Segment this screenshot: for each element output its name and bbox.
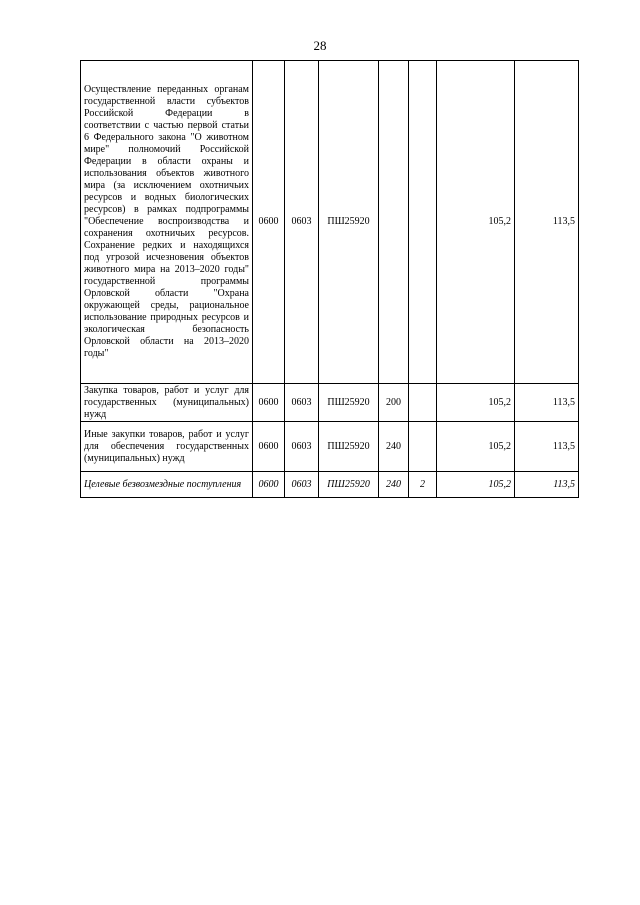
section-cell: 0600: [253, 384, 285, 422]
target-article-cell: ПШ25920: [319, 384, 379, 422]
row-description: Целевые безвозмездные поступления: [81, 472, 253, 498]
code-cell: [409, 61, 437, 384]
amount-1-cell: 105,2: [437, 422, 515, 472]
row-description: Закупка товаров, работ и услуг для государственных (муниципальных) нужд: [81, 384, 253, 422]
target-article-cell: ПШ25920: [319, 472, 379, 498]
table-row: [81, 422, 579, 472]
budget-table: [80, 60, 579, 498]
amount-2-cell: 113,5: [515, 61, 579, 384]
target-article-cell: ПШ25920: [319, 422, 379, 472]
amount-1-cell: 105,2: [437, 472, 515, 498]
page-number: 28: [313, 38, 327, 53]
code-cell: 2: [409, 472, 437, 498]
amount-1-cell: 105,2: [437, 61, 515, 384]
table-row: [81, 61, 579, 384]
subsection-cell: 0603: [285, 472, 319, 498]
amount-2-cell: 113,5: [515, 384, 579, 422]
amount-2-cell: 113,5: [515, 472, 579, 498]
subsection-cell: 0603: [285, 422, 319, 472]
amount-2-cell: 113,5: [515, 422, 579, 472]
section-cell: 0600: [253, 472, 285, 498]
row-description: Осуществление переданных органам государственной власти субъектов Российской Федерации в соответствии с частью первой статьи 6 Федерального закона "О животном мире" полномочий Российской Федерации в области охраны и использования объектов животного мира (за исключением охотничьих ресурсов и водных биологических ресурсов) в рамках подпрограммы "Обеспечение воспроизводства и сохранения охотничьих ресурсов. Сохранение редких и находящихся под угрозой исчезновения объектов животного мира на 2013–2020 годы" государственной программы Орловской области "Охрана окружающей среды, рациональное использование природных ресурсов и экологическая безопасность Орловской области на 2013–2020 годы": [81, 61, 253, 384]
target-article-cell: ПШ25920: [319, 61, 379, 384]
amount-1-cell: 105,2: [437, 384, 515, 422]
code-cell: [409, 384, 437, 422]
subsection-cell: 0603: [285, 384, 319, 422]
code-cell: [409, 422, 437, 472]
table-row: [81, 472, 579, 498]
expense-type-cell: 240: [379, 472, 409, 498]
row-description: Иные закупки товаров, работ и услуг для обеспечения государственных (муниципальных) нужд: [81, 422, 253, 472]
section-cell: 0600: [253, 61, 285, 384]
expense-type-cell: 240: [379, 422, 409, 472]
section-cell: 0600: [253, 422, 285, 472]
subsection-cell: 0603: [285, 61, 319, 384]
expense-type-cell: [379, 61, 409, 384]
expense-type-cell: 200: [379, 384, 409, 422]
table-row: [81, 384, 579, 422]
